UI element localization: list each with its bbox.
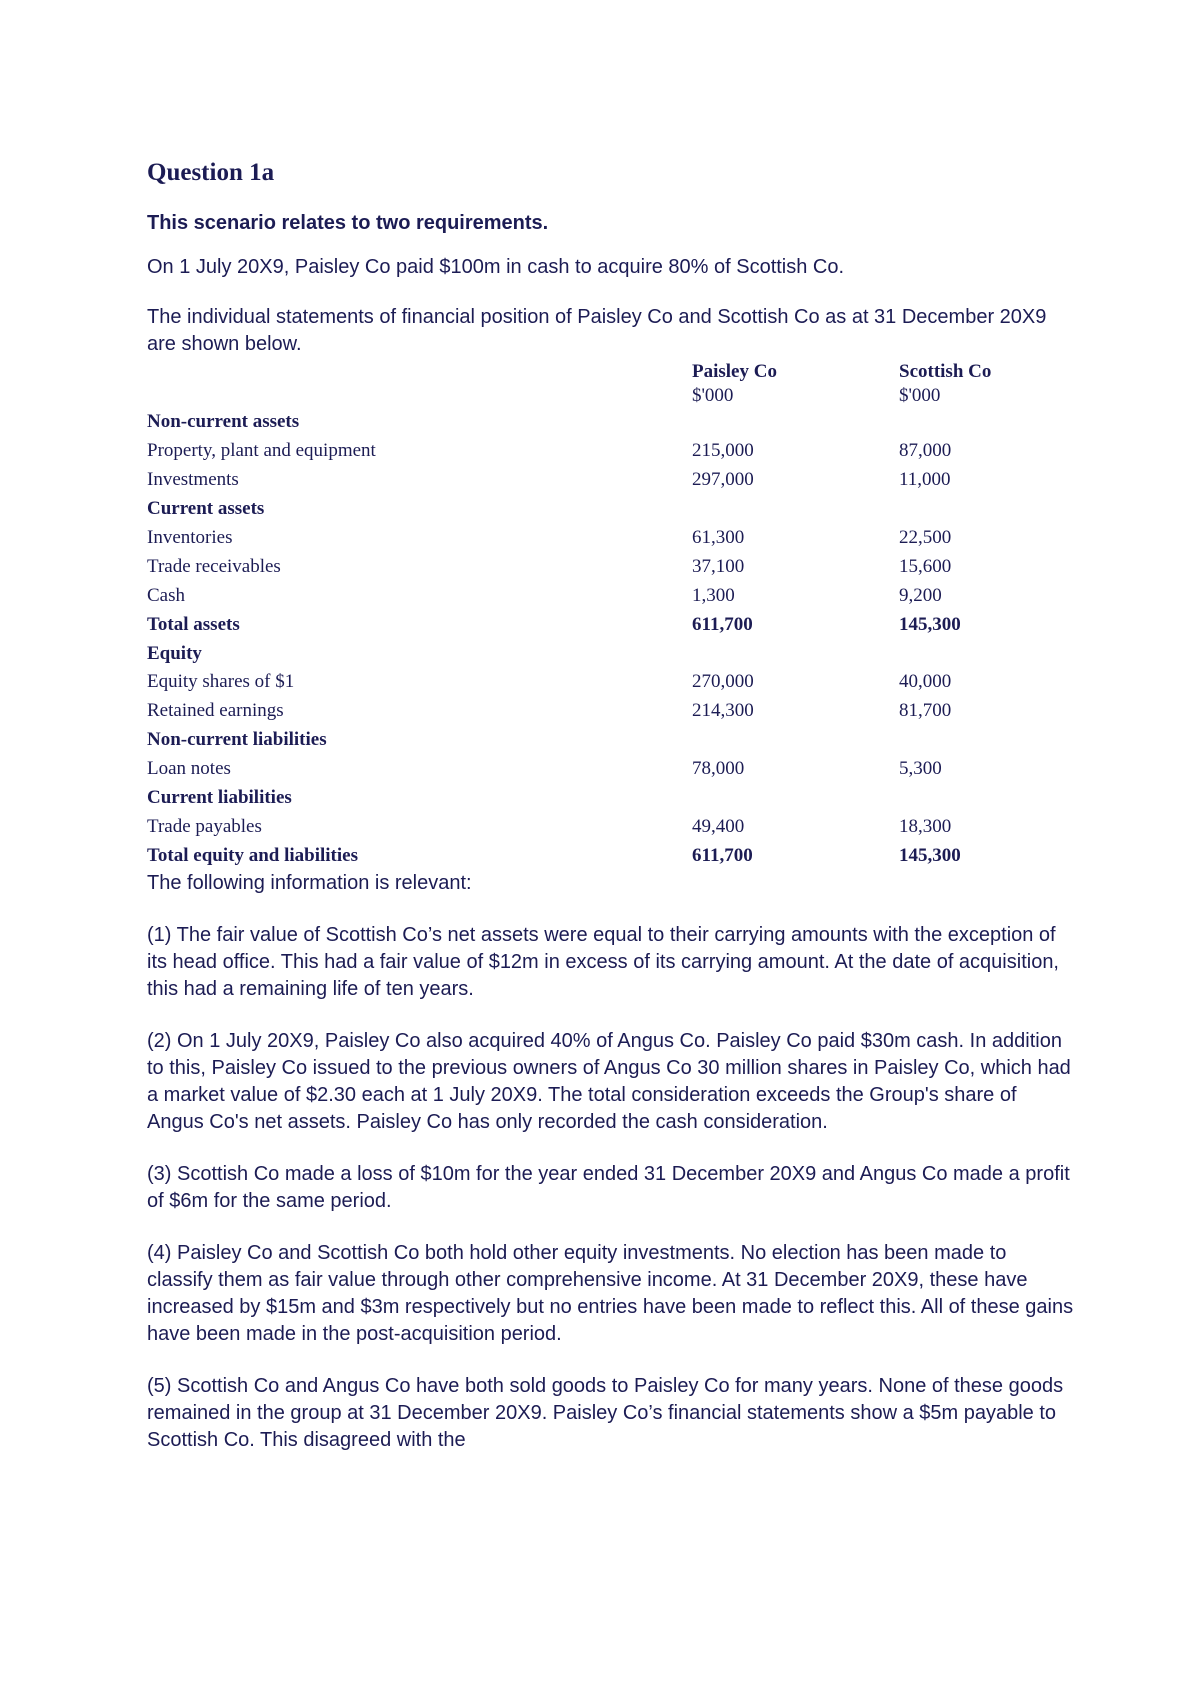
scottish-value: 18,300: [899, 815, 952, 837]
row-label: Non-current liabilities: [147, 729, 327, 751]
scottish-value: [899, 726, 997, 755]
financial-position-table: [147, 360, 997, 870]
row-label: Equity: [147, 642, 202, 664]
scottish-value: 11,000: [899, 469, 951, 491]
relevant-info-intro: The following information is relevant:: [147, 872, 472, 895]
scottish-value: 15,600: [899, 555, 952, 577]
total-row: [147, 841, 997, 870]
table-units-row: [147, 384, 997, 408]
document-page: [147, 156, 1077, 1454]
scottish-value: 145,300: [899, 613, 961, 635]
scenario-lead: This scenario relates to two requirements.: [147, 212, 549, 234]
paisley-value: 214,300: [692, 700, 754, 722]
paisley-value: 78,000: [692, 758, 745, 780]
row-label: Loan notes: [147, 758, 231, 780]
row-label: Total assets: [147, 613, 240, 635]
scottish-value: [899, 639, 997, 668]
paisley-value: 270,000: [692, 671, 754, 693]
table-row: [147, 812, 997, 841]
row-label: Property, plant and equipment: [147, 440, 376, 462]
paisley-value: 61,300: [692, 527, 745, 548]
row-label: Current assets: [147, 498, 265, 520]
paisley-value: 37,100: [692, 555, 745, 577]
scottish-value: 22,500: [899, 527, 952, 548]
relevant-points-list: [147, 922, 1077, 1454]
table-row: [147, 437, 997, 466]
row-label: Inventories: [147, 527, 233, 548]
paisley-value: 297,000: [692, 469, 754, 491]
relevant-point-3: (3) Scottish Co made a loss of $10m for the year ended 31 December 20X9 and Angus Co made a profit of $6m for the same period.: [147, 1163, 1070, 1213]
table-row: [147, 755, 997, 784]
row-label: Current liabilities: [147, 787, 292, 809]
row-label: Investments: [147, 469, 239, 491]
intro-paragraph-1: On 1 July 20X9, Paisley Co paid $100m in cash to acquire 80% of Scottish Co.: [147, 256, 845, 278]
unit-scottish: $'000: [899, 385, 941, 406]
scottish-value: 87,000: [899, 440, 952, 462]
section-header-row: [147, 726, 997, 755]
header-blank: [147, 360, 692, 384]
section-header-row: [147, 639, 997, 668]
paisley-value: 611,700: [692, 844, 753, 866]
row-label: Equity shares of $1: [147, 671, 295, 693]
paisley-value: [692, 784, 899, 813]
column-head-scottish: Scottish Co: [899, 361, 992, 382]
table-header-row: [147, 360, 997, 384]
row-label: Trade payables: [147, 815, 262, 837]
row-label: Non-current assets: [147, 411, 300, 433]
table-row: [147, 668, 997, 697]
table-row: [147, 466, 997, 495]
scottish-value: 40,000: [899, 671, 952, 693]
section-header-row: [147, 495, 997, 524]
section-header-row: [147, 408, 997, 437]
paisley-value: 49,400: [692, 815, 745, 837]
row-label: Retained earnings: [147, 700, 284, 722]
total-row: [147, 610, 997, 639]
relevant-point-2: (2) On 1 July 20X9, Paisley Co also acquired 40% of Angus Co. Paisley Co paid $30m cash. In addition to this, Paisley Co issued to the previous owners of Angus Co 30 million shares in Paisley Co, which had a market value of $2.30 each at 1 July 20X9. The total consideration exceeds the Group's share of Angus Co's net assets. Paisley Co has only recorded the cash consideration.: [147, 1030, 1071, 1134]
paisley-value: 611,700: [692, 613, 753, 635]
scottish-value: [899, 784, 997, 813]
relevant-point-1: (1) The fair value of Scottish Co’s net assets were equal to their carrying amounts with the exception of its head office. This had a fair value of $12m in excess of its carrying amount. At the date of acquisition, this had a remaining life of ten years.: [147, 924, 1059, 1001]
paisley-value: [692, 408, 899, 437]
column-head-paisley: Paisley Co: [692, 361, 777, 382]
units-blank: [147, 384, 692, 408]
scottish-value: 145,300: [899, 844, 961, 866]
scottish-value: 81,700: [899, 700, 952, 722]
relevant-point-4: (4) Paisley Co and Scottish Co both hold other equity investments. No election has been made to classify them as fair value through other comprehensive income. At 31 December 20X9, these have increased by $15m and $3m respectively but no entries have been made to reflect this. All of these gains have been made in the post-acquisition period.: [147, 1242, 1074, 1346]
table-row: [147, 697, 997, 726]
paisley-value: [692, 726, 899, 755]
scottish-value: [899, 408, 997, 437]
intro-paragraph-2: The individual statements of financial position of Paisley Co and Scottish Co as at 31 December 20X9 are shown below.: [147, 306, 1047, 355]
row-label: Cash: [147, 584, 185, 606]
row-label: Trade receivables: [147, 555, 281, 577]
unit-paisley: $'000: [692, 385, 734, 406]
paisley-value: 1,300: [692, 584, 735, 606]
scottish-value: 9,200: [899, 584, 942, 606]
table-row: [147, 581, 997, 610]
section-header-row: [147, 784, 997, 813]
row-label: Total equity and liabilities: [147, 844, 358, 866]
scottish-value: [899, 495, 997, 524]
relevant-point-5: (5) Scottish Co and Angus Co have both sold goods to Paisley Co for many years. None of these goods remained in the group at 31 December 20X9. Paisley Co’s financial statements show a $5m payable to Scottish Co. This disagreed with the: [147, 1375, 1064, 1452]
scottish-value: 5,300: [899, 758, 942, 780]
paisley-value: [692, 495, 899, 524]
paisley-value: 215,000: [692, 440, 754, 462]
table-row: [147, 552, 997, 581]
paisley-value: [692, 639, 899, 668]
question-title: Question 1a: [147, 159, 275, 186]
table-row: [147, 524, 997, 553]
